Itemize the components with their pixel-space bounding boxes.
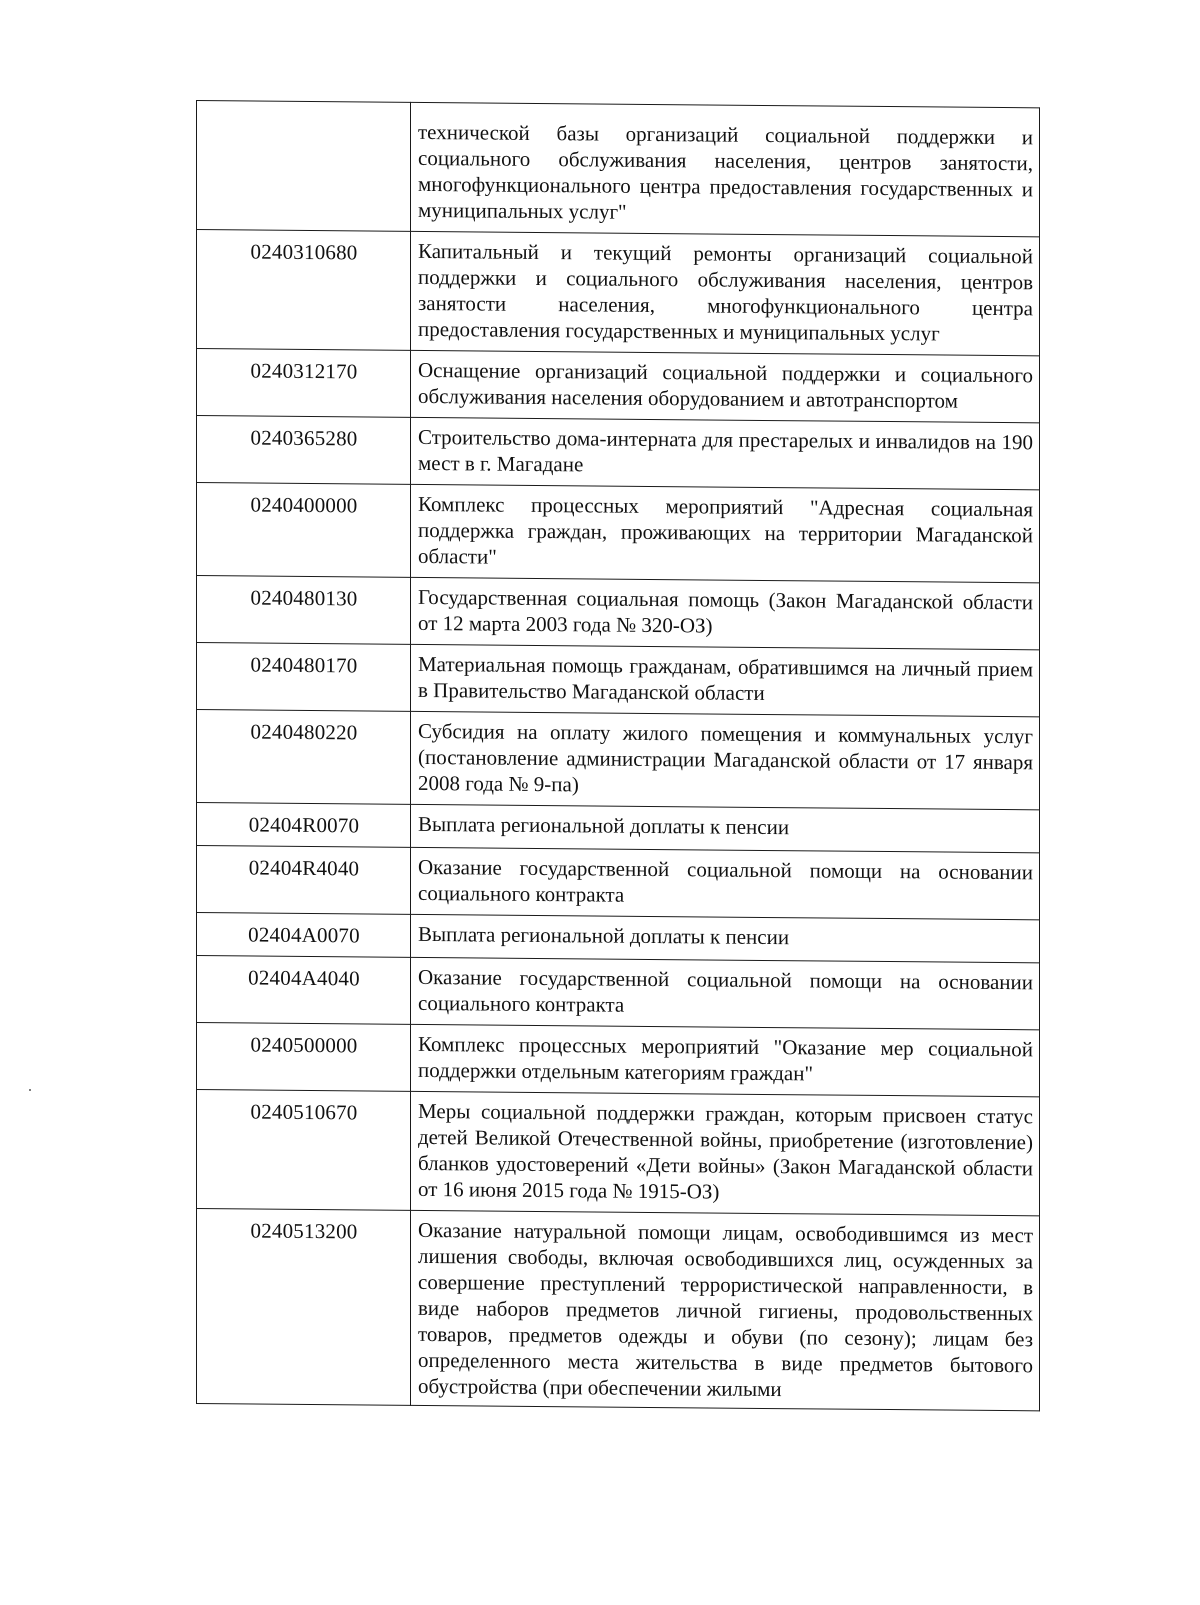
table-row xyxy=(197,913,1040,963)
code-cell: 0240310680 xyxy=(197,230,411,351)
table-row xyxy=(197,101,1040,237)
description-cell: Комплекс процессных мероприятий "Адресная социальная поддержка граждан, проживающих на территории Магаданской области" xyxy=(411,484,1040,582)
table-row xyxy=(197,1090,1040,1216)
code-cell: 0240480170 xyxy=(197,643,411,712)
description-cell: Капитальный и текущий ремонты организаций социальной поддержки и социального обслуживания населения, центров занятости населения, многофункционального центра предоставления государственных и муниципальных услуг xyxy=(411,231,1040,355)
description-cell: Меры социальной поддержки граждан, которым присвоен статус детей Великой Отечественной войны, приобретение (изготовление) бланков удостоверений «Дети войны» (Закон Магаданской области от 16 июня 2015 года № 1915-ОЗ) xyxy=(411,1091,1040,1215)
scan-speck xyxy=(29,1089,31,1091)
code-cell: 02404R0070 xyxy=(197,803,411,848)
table-row xyxy=(197,230,1040,356)
description-cell: Оснащение организаций социальной поддержки и социального обслуживания населения оборудованием и автотранспортом xyxy=(411,350,1040,422)
code-cell: 02404A4040 xyxy=(197,956,411,1025)
description-cell: Материальная помощь гражданам, обратившимся на личный прием в Правительство Магаданской области xyxy=(411,644,1040,716)
code-cell: 0240312170 xyxy=(197,349,411,418)
table-row xyxy=(197,349,1040,423)
table-row xyxy=(197,416,1040,490)
code-cell: 0240513200 xyxy=(197,1209,411,1406)
code-cell: 0240500000 xyxy=(197,1023,411,1092)
table-row xyxy=(197,803,1040,853)
table-row xyxy=(197,576,1040,650)
description-cell: Выплата региональной доплаты к пенсии xyxy=(411,914,1040,962)
code-cell: 02404A0070 xyxy=(197,913,411,958)
description-cell: Государственная социальная помощь (Закон Магаданской области от 12 марта 2003 года № 320-ОЗ) xyxy=(411,577,1040,649)
description-cell: Оказание государственной социальной помощи на основании социального контракта xyxy=(411,847,1040,919)
code-cell: 0240480220 xyxy=(197,710,411,805)
table-row xyxy=(197,956,1040,1030)
code-cell: 0240480130 xyxy=(197,576,411,645)
description-cell: Субсидия на оплату жилого помещения и коммунальных услуг (постановление администрации Магаданской области от 17 января 2008 года № 9-па) xyxy=(411,711,1040,809)
code-cell: 0240365280 xyxy=(197,416,411,485)
table-row xyxy=(197,643,1040,717)
code-cell: 02404R4040 xyxy=(197,846,411,915)
table-row xyxy=(197,1023,1040,1097)
table-row xyxy=(197,846,1040,920)
description-cell: Выплата региональной доплаты к пенсии xyxy=(411,804,1040,852)
description-cell: Оказание натуральной помощи лицам, освободившимся из мест лишения свободы, включая освободившихся лиц, осужденных за совершение преступлений террористической направленности, в виде наборов предметов личной гигиены, продовольственных товаров, предметов одежды и обуви (по сезону); лицам без определенного места жительства в виде предметов бытового обустройства (при обеспечении жилыми xyxy=(411,1210,1040,1410)
budget-classification-table xyxy=(196,100,1040,1411)
code-cell: 0240510670 xyxy=(197,1090,411,1211)
description-cell: Строительство дома-интерната для престарелых и инвалидов на 190 мест в г. Магадане xyxy=(411,417,1040,489)
table-row xyxy=(197,483,1040,583)
code-cell xyxy=(197,101,411,232)
table-row xyxy=(197,710,1040,810)
code-cell: 0240400000 xyxy=(197,483,411,578)
description-cell: Оказание государственной социальной помощи на основании социального контракта xyxy=(411,957,1040,1029)
description-cell: Комплекс процессных мероприятий "Оказание мер социальной поддержки отдельным категориям граждан" xyxy=(411,1024,1040,1096)
table-row xyxy=(197,1209,1040,1411)
description-cell: технической базы организаций социальной поддержки и социального обслуживания населения, центров занятости, многофункционального центра предоставления государственных и муниципальных услуг" xyxy=(411,102,1040,236)
